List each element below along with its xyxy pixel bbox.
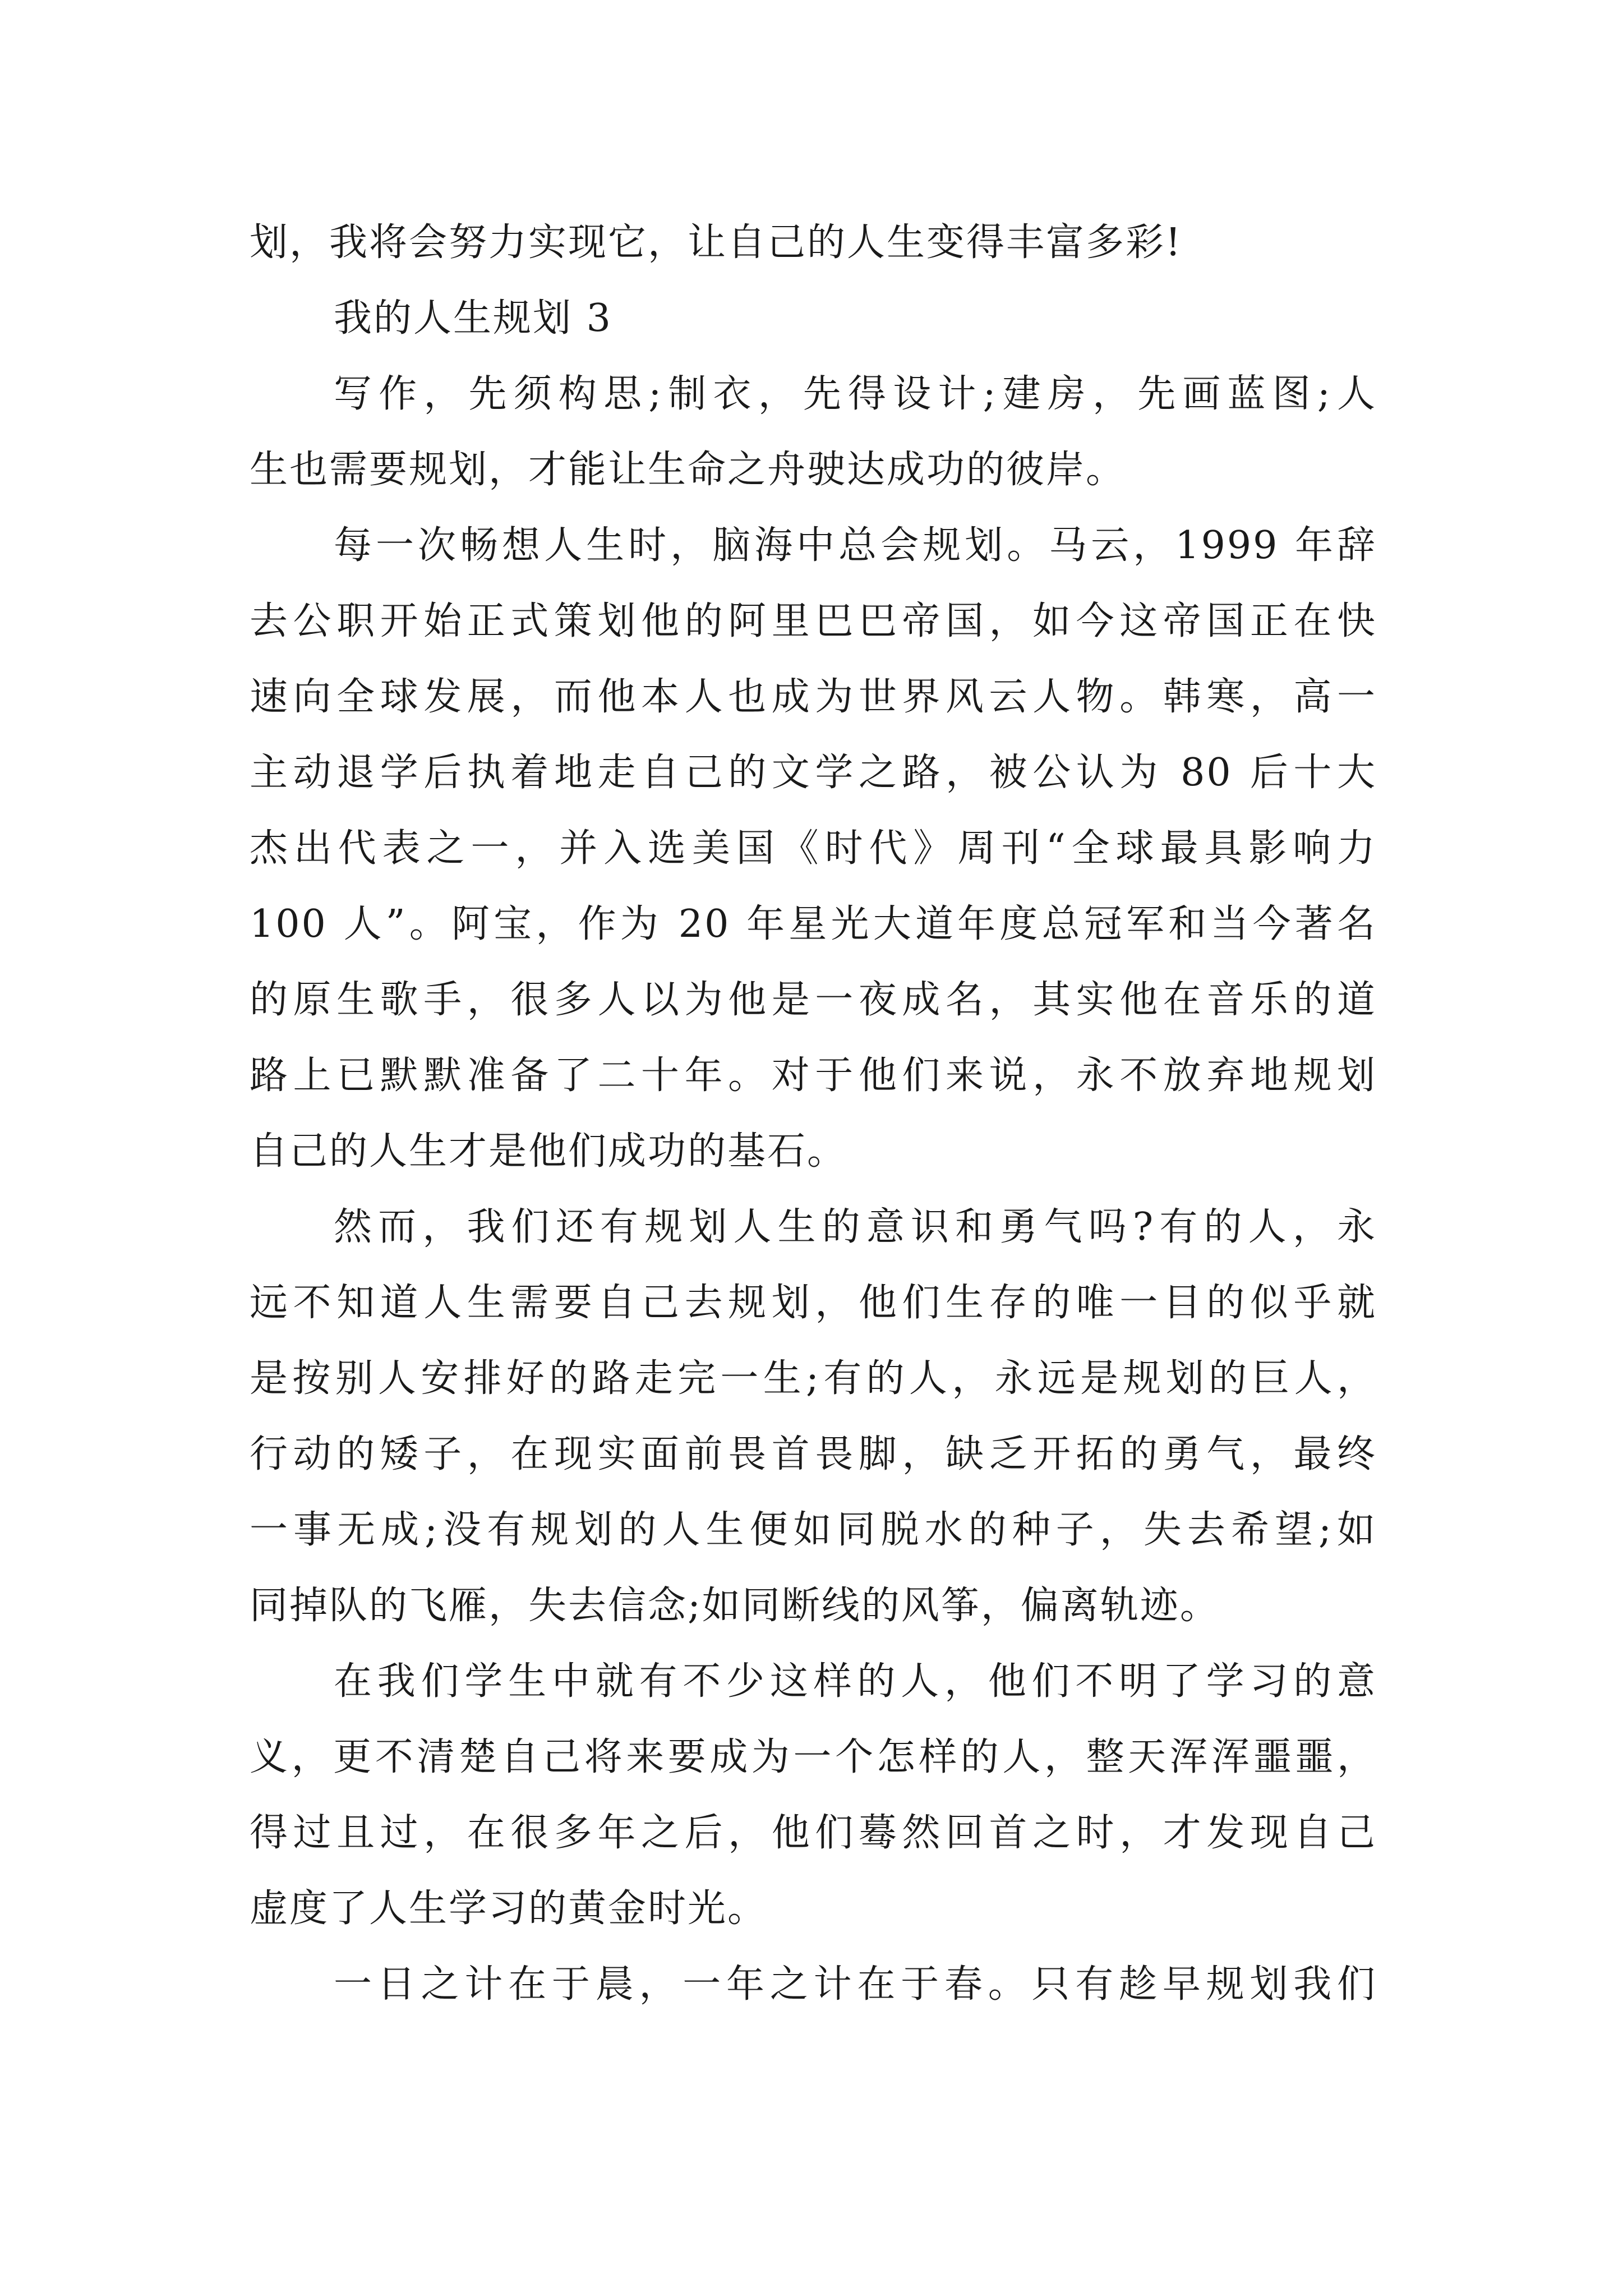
text-line: 得过且过，在很多年之后，他们蓦然回首之时，才发现自己 <box>250 1811 1377 1855</box>
text-line: 虚度了人生学习的黄金时光。 <box>250 1887 768 1931</box>
paragraph-first-line: 每一次畅想人生时，脑海中总会规划。马云，1999 年辞 <box>334 523 1377 568</box>
text-line: 义，更不清楚自己将来要成为一个怎样的人，整天浑浑噩噩， <box>250 1735 1377 1779</box>
text-line: 杰出代表之一，并入选美国《时代》周刊“全球最具影响力 <box>250 826 1377 871</box>
text-line: 的原生歌手，很多人以为他是一夜成名，其实他在音乐的道 <box>250 978 1377 1022</box>
paragraph-first-line: 写作，先须构思;制衣，先得设计;建房，先画蓝图;人 <box>334 372 1377 416</box>
text-line: 行动的矮子，在现实面前畏首畏脚，缺乏开拓的勇气，最终 <box>250 1432 1377 1476</box>
text-line: 主动退学后执着地走自己的文学之路，被公认为 80 后十大 <box>250 751 1377 795</box>
text-line: 路上已默默准备了二十年。对于他们来说，永不放弃地规划 <box>250 1053 1377 1098</box>
text-line: 一事无成;没有规划的人生便如同脱水的种子，失去希望;如 <box>250 1508 1377 1552</box>
paragraph-first-line: 在我们学生中就有不少这样的人，他们不明了学习的意 <box>334 1659 1377 1704</box>
text-line: 同掉队的飞雁，失去信念;如同断线的风筝，偏离轨迹。 <box>250 1584 1220 1628</box>
paragraph-first-line: 一日之计在于晨，一年之计在于春。只有趁早规划我们 <box>334 1962 1377 2007</box>
text-line: 远不知道人生需要自己去规划，他们生存的唯一目的似乎就 <box>250 1281 1377 1325</box>
text-line: 自己的人生才是他们成功的基石。 <box>250 1129 847 1174</box>
paragraph-first-line: 我的人生规划 3 <box>334 296 612 341</box>
text-line: 划，我将会努力实现它，让自己的人生变得丰富多彩! <box>250 220 1183 265</box>
text-line: 去公职开始正式策划他的阿里巴巴帝国，如今这帝国正在快 <box>250 599 1377 643</box>
text-line: 速向全球发展，而他本人也成为世界风云人物。韩寒，高一 <box>250 675 1377 719</box>
text-line: 生也需要规划，才能让生命之舟驶达成功的彼岸。 <box>250 448 1126 492</box>
text-line: 100 人”。阿宝，作为 20 年星光大道年度总冠军和当今著名 <box>250 902 1377 946</box>
document-body <box>250 205 1377 2022</box>
text-line: 是按别人安排好的路走完一生;有的人，永远是规划的巨人， <box>250 1356 1377 1401</box>
paragraph-first-line: 然而，我们还有规划人生的意识和勇气吗?有的人，永 <box>334 1205 1377 1249</box>
